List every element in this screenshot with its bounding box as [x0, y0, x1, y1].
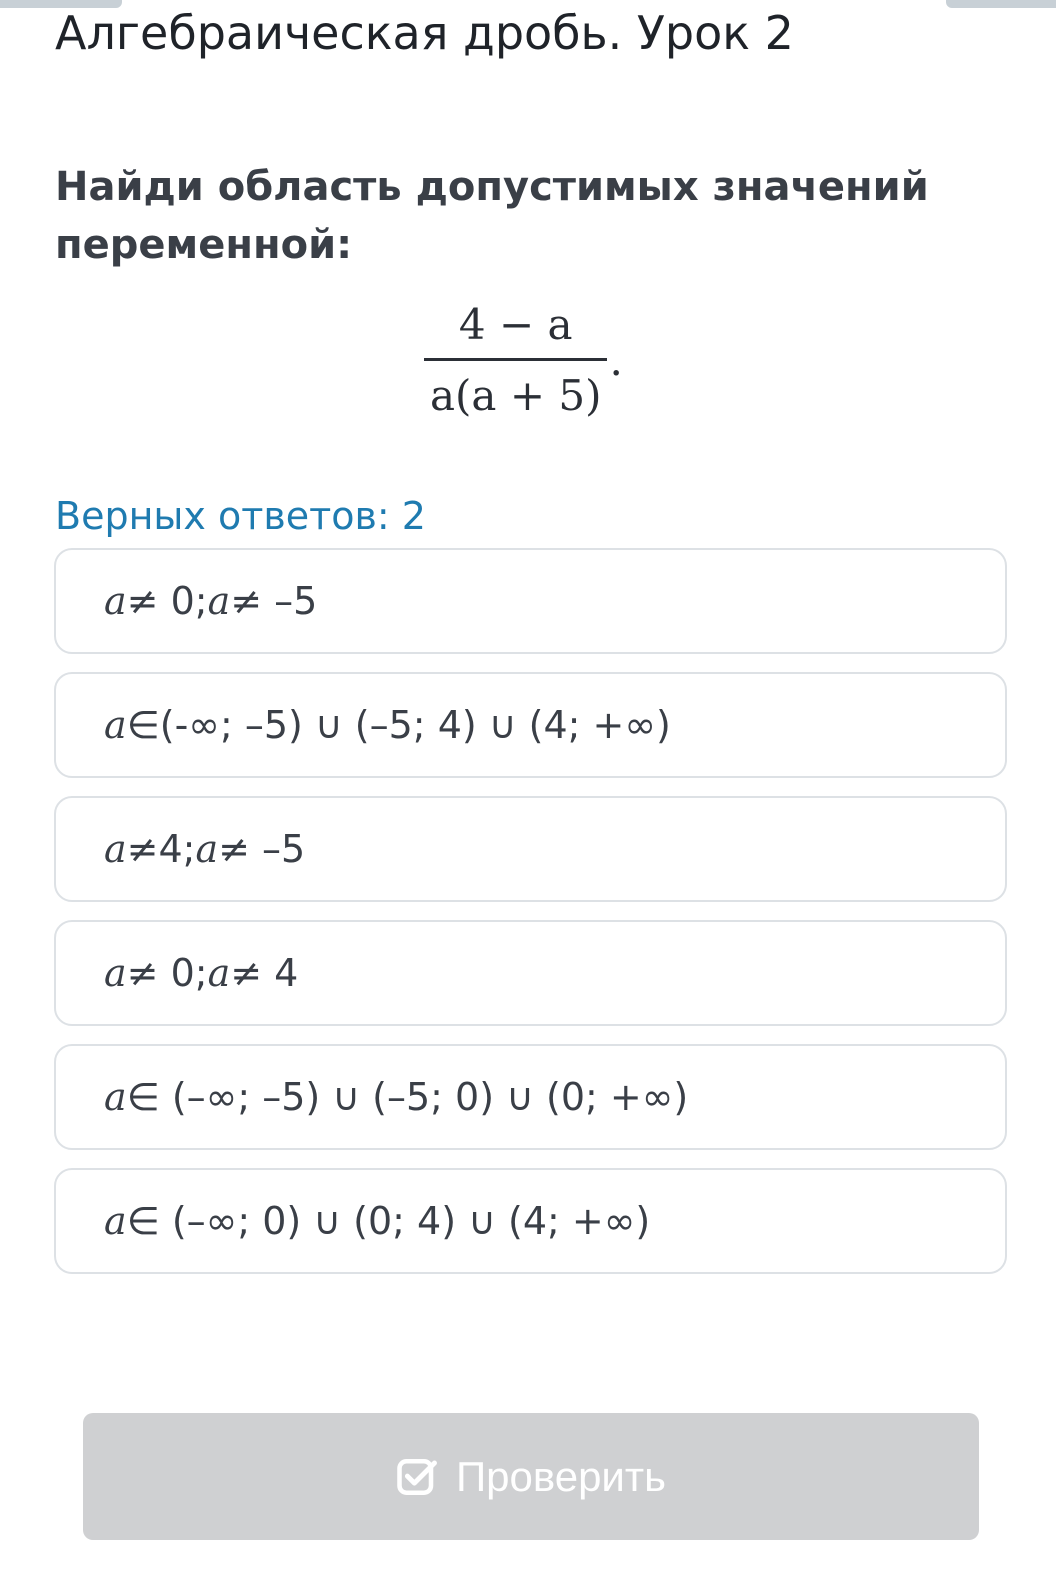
top-edge-right — [946, 0, 1056, 8]
task-prompt: Найди область допустимых значений переменной: — [55, 164, 929, 268]
fraction-bar — [424, 358, 607, 361]
lesson-title: Алгебраическая дробь. Урок 2 — [55, 6, 794, 60]
answer-options — [54, 548, 1007, 1292]
check-button[interactable] — [83, 1413, 979, 1540]
option-text: ≠ 0; — [126, 579, 208, 623]
option-text: ≠ 4 — [230, 951, 299, 995]
option-variable: a — [207, 579, 231, 623]
option-variable: a — [104, 951, 127, 995]
option-variable: a — [195, 827, 219, 871]
option-variable: a — [207, 951, 231, 995]
correct-answers-count: Верных ответов: 2 — [55, 494, 426, 538]
fraction-denominator: a(a + 5) — [430, 371, 602, 420]
fraction-formula — [424, 296, 623, 425]
option-text: ≠ 0; — [126, 951, 208, 995]
fraction-numerator: 4 − a — [458, 300, 573, 349]
checkbox-check-icon — [396, 1456, 438, 1498]
option-text: ≠ –5 — [218, 827, 306, 871]
option-text: ∈(-∞; –5) ∪ (–5; 4) ∪ (4; +∞) — [126, 703, 671, 747]
option-variable: a — [104, 703, 127, 747]
check-button-label: Проверить — [455, 1452, 667, 1500]
answer-option-5[interactable] — [54, 1044, 1007, 1150]
option-text: ∈ (–∞; –5) ∪ (–5; 0) ∪ (0; +∞) — [126, 1075, 689, 1119]
option-text: ≠4; — [126, 827, 196, 871]
answer-option-3[interactable] — [54, 796, 1007, 902]
answer-option-1[interactable] — [54, 548, 1007, 654]
answer-option-4[interactable] — [54, 920, 1007, 1026]
option-text: ≠ –5 — [230, 579, 318, 623]
option-variable: a — [104, 827, 127, 871]
option-variable: a — [104, 1075, 127, 1119]
formula-period: . — [609, 336, 623, 385]
option-text: ∈ (–∞; 0) ∪ (0; 4) ∪ (4; +∞) — [126, 1199, 651, 1243]
answer-option-6[interactable] — [54, 1168, 1007, 1274]
answer-option-2[interactable] — [54, 672, 1007, 778]
option-variable: a — [104, 1199, 127, 1243]
fraction — [424, 296, 607, 425]
option-variable: a — [104, 579, 127, 623]
